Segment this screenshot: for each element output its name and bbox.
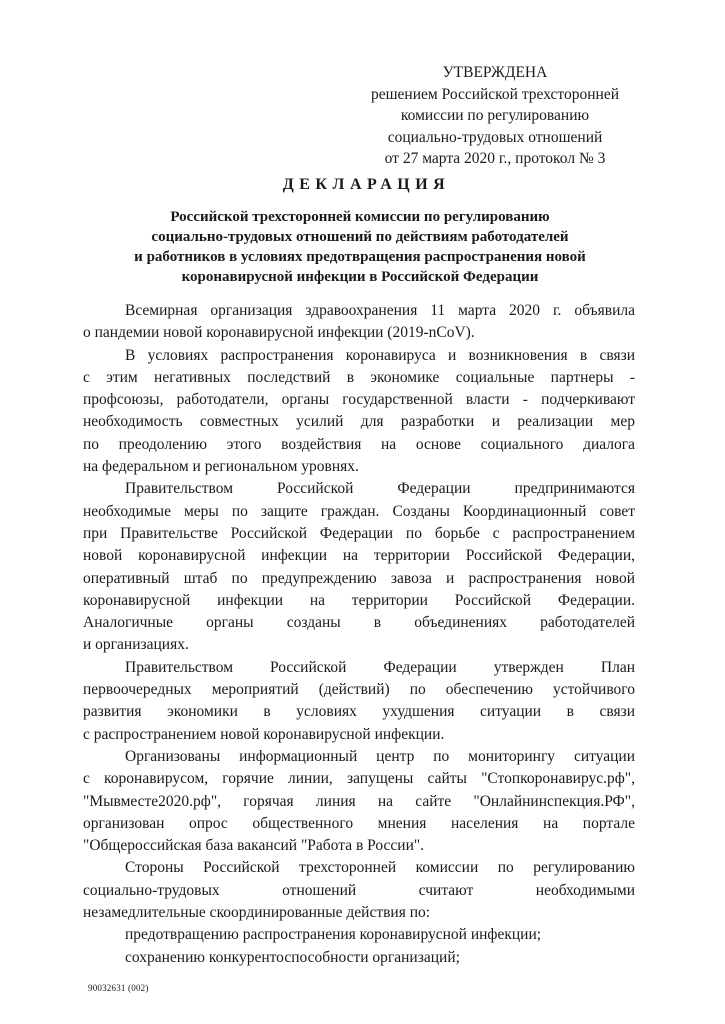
text-line: о пандемии новой коронавирусной инфекции (2019-nCoV). [83, 324, 475, 342]
paragraph-conditions [83, 345, 635, 479]
text-line: "Общероссийская база вакансий "Работа в России". [83, 837, 425, 855]
text-line: необходимые меры по защите граждан. Созданы Координационный совет [83, 502, 635, 520]
approval-line: решением Российской трехсторонней [370, 85, 619, 103]
subtitle-line: коронавирусной инфекции в Российской Федерации [181, 269, 539, 285]
paragraph-info-center [83, 746, 635, 857]
text-line: Аналогичные органы созданы в объединениях работодателей [83, 614, 635, 632]
text-line: коронавирусной инфекции на территории Российской Федерации. [83, 591, 635, 609]
list-item: предотвращению распространения коронавирусной инфекции; [125, 926, 542, 944]
text-line: социально-трудовых отношений считают необходимыми [83, 881, 635, 899]
approval-stamp [330, 62, 660, 170]
approval-line: комиссии по регулированию [400, 107, 590, 124]
paragraph-government-measures [83, 478, 635, 656]
text-line: организован опрос общественного мнения населения на портале [83, 814, 635, 832]
text-line: с распространением новой коронавирусной инфекции. [83, 725, 445, 743]
text-line: по преодолению этого воздействия на основе социального диалога [83, 435, 635, 453]
approval-line: от 27 марта 2020 г., протокол № 3 [384, 150, 606, 167]
document-title: ДЕКЛАРАЦИЯ [282, 176, 451, 193]
text-line: Организованы информационный центр по мониторингу ситуации [125, 747, 635, 765]
paragraph-parties [83, 857, 635, 924]
text-line: при Правительстве Российской Федерации по борьбе с распространением [83, 524, 635, 542]
text-line: и организациях. [83, 636, 189, 654]
text-line: "Мывместе2020.рф", горячая линия на сайте "Онлайнинспекция.РФ", [83, 792, 635, 810]
text-line: с коронавирусом, горячие линии, запущены сайты "Стопкоронавирус.рф", [83, 770, 635, 788]
approval-heading: УТВЕРЖДЕНА [442, 64, 548, 81]
subtitle-line: социально-трудовых отношений по действиям работодателей [151, 229, 569, 245]
text-line: с этим негативных последствий в экономике социальные партнеры - [83, 368, 635, 386]
text-line: оперативный штаб по предупреждению завоза и распространения новой [83, 569, 635, 587]
text-line: профсоюзы, работодатели, органы государственной власти - подчеркивают [83, 391, 635, 409]
paragraph-plan [83, 657, 635, 746]
text-line: развития экономики в условиях ухудшения ситуации в связи [83, 703, 635, 721]
list-item: сохранению конкурентоспособности организаций; [125, 948, 460, 966]
text-line: необходимость совместных усилий для разработки и реализации мер [83, 413, 635, 431]
text-line: незамедлительные скоординированные действия по: [83, 904, 431, 922]
subtitle-line: Российской трехсторонней комиссии по регулированию [170, 209, 550, 225]
text-line: первоочередных мероприятий (действий) по обеспечению устойчивого [83, 681, 635, 699]
text-line: Стороны Российской трехсторонней комиссии по регулированию [125, 859, 635, 877]
text-line: Всемирная организация здравоохранения 11 марта 2020 г. объявила [125, 302, 635, 319]
text-line: новой коронавирусной инфекции на территории Российской Федерации, [83, 547, 635, 565]
document-body [83, 300, 635, 969]
footer-document-code: 90032631 (002) [88, 983, 149, 993]
subtitle-line: и работников в условиях предотвращения распространения новой [134, 249, 586, 265]
document-subtitle [60, 207, 660, 287]
text-line: В условиях распространения коронавируса и возникновения в связи [125, 346, 635, 364]
text-line: Правительством Российской Федерации предпринимаются [125, 480, 635, 498]
text-line: Правительством Российской Федерации утвержден План [125, 658, 635, 676]
action-list [83, 924, 635, 969]
paragraph-who [83, 300, 635, 345]
text-line: на федеральном и региональном уровнях. [83, 458, 359, 476]
approval-line: социально-трудовых отношений [387, 128, 603, 146]
